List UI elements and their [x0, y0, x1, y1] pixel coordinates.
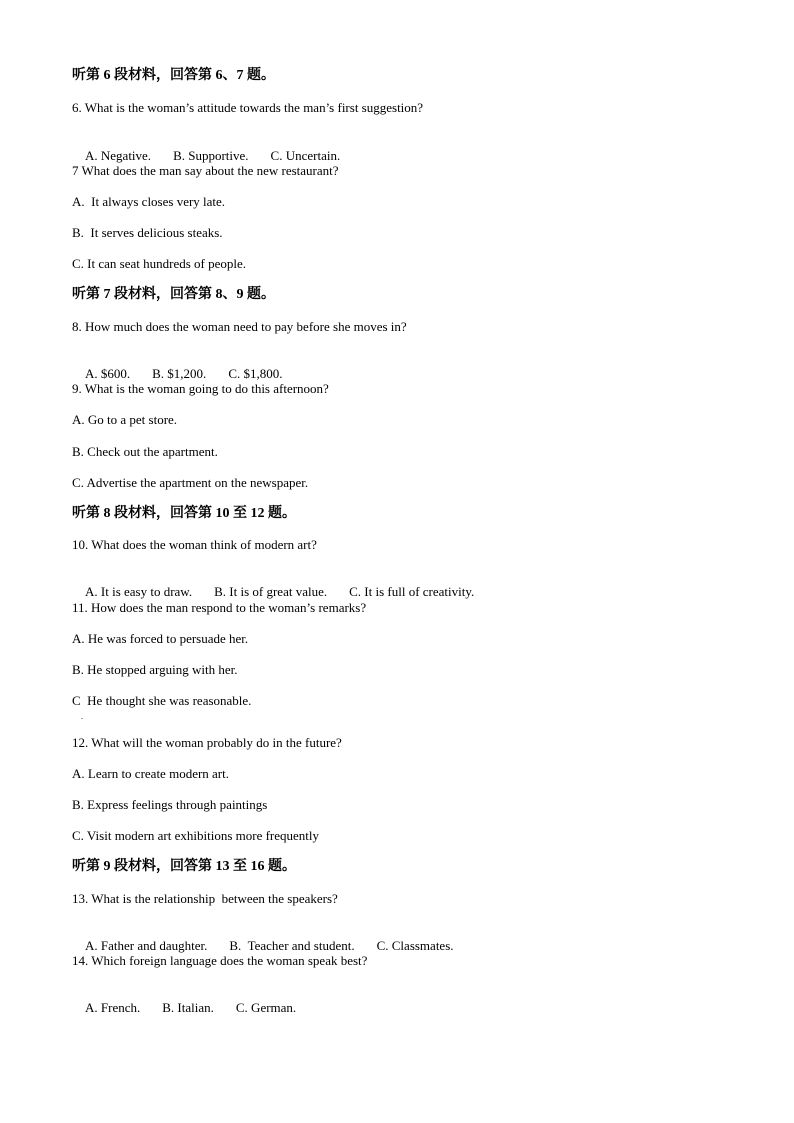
option-11b: B. He stopped arguing with her.: [72, 662, 238, 677]
option-12c: C. Visit modern art exhibitions more frequently: [72, 828, 320, 843]
option-11c: C He thought she was reasonable.: [72, 693, 252, 708]
stray-mark: .: [81, 712, 83, 721]
question-7: 7 What does the man say about the new restaurant?: [72, 163, 339, 178]
option-8a: A. $600.: [85, 366, 131, 381]
question-11: 11. How does the man respond to the woman’s remarks?: [72, 600, 367, 615]
option-7c: C. It can seat hundreds of people.: [72, 256, 247, 271]
option-11a: A. He was forced to persuade her.: [72, 631, 249, 646]
option-14a: A. French.: [85, 1000, 141, 1015]
option-10c: C. It is full of creativity.: [349, 584, 475, 599]
option-13b: B. Teacher and student.: [229, 938, 355, 953]
section-heading-6: 听第 6 段材料，回答第 6、7 题。: [72, 68, 275, 83]
question-8: 8. How much does the woman need to pay before she moves in?: [72, 319, 407, 334]
options-q14: [72, 984, 296, 1032]
question-13: 13. What is the relationship between the speakers?: [72, 891, 338, 906]
section-heading-8: 听第 8 段材料，回答第 10 至 12 题。: [72, 506, 296, 521]
section-heading-7: 听第 7 段材料，回答第 8、9 题。: [72, 287, 275, 302]
option-9a: A. Go to a pet store.: [72, 412, 178, 427]
option-6c: C. Uncertain.: [270, 148, 341, 163]
question-9: 9. What is the woman going to do this afternoon?: [72, 381, 329, 396]
option-6a: A. Negative.: [85, 148, 152, 163]
option-12b: B. Express feelings through paintings: [72, 797, 268, 812]
question-6: 6. What is the woman’s attitude towards the man’s first suggestion?: [72, 100, 424, 115]
section-heading-9: 听第 9 段材料，回答第 13 至 16 题。: [72, 859, 296, 874]
option-13c: C. Classmates.: [376, 938, 454, 953]
option-9c: C. Advertise the apartment on the newspaper.: [72, 475, 309, 490]
option-8c: C. $1,800.: [228, 366, 283, 381]
option-7a: A. It always closes very late.: [72, 194, 226, 209]
option-14c: C. German.: [235, 1000, 297, 1015]
option-6b: B. Supportive.: [173, 148, 249, 163]
question-14: 14. Which foreign language does the woman speak best?: [72, 953, 368, 968]
option-13a: A. Father and daughter.: [85, 938, 208, 953]
option-12a: A. Learn to create modern art.: [72, 766, 230, 781]
question-10: 10. What does the woman think of modern art?: [72, 537, 317, 552]
option-7b: B. It serves delicious steaks.: [72, 225, 223, 240]
option-9b: B. Check out the apartment.: [72, 444, 218, 459]
option-10b: B. It is of great value.: [214, 584, 328, 599]
option-8b: B. $1,200.: [152, 366, 207, 381]
question-12: 12. What will the woman probably do in the future?: [72, 735, 342, 750]
option-10a: A. It is easy to draw.: [85, 584, 193, 599]
option-14b: B. Italian.: [162, 1000, 214, 1015]
